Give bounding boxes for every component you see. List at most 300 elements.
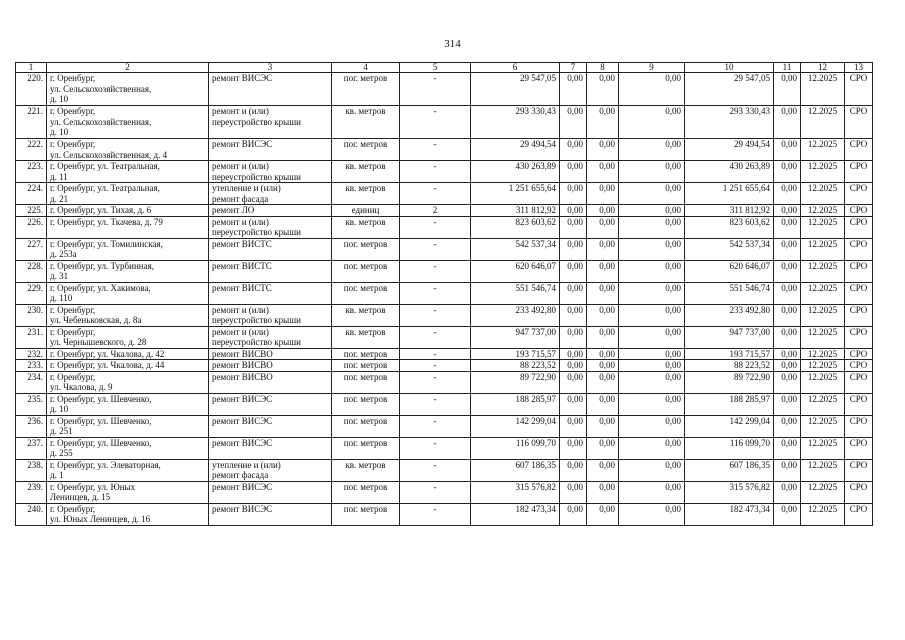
budget-cell: 0,00	[587, 371, 619, 393]
column-number-row	[16, 63, 873, 73]
quantity-cell: -	[400, 459, 471, 481]
fund-cell: 0,00	[560, 73, 587, 106]
total-cost-cell: 620 646,07	[471, 260, 560, 282]
address-cell: г. Оренбург, ул. Театральная, д. 21	[47, 183, 209, 205]
local-budget-cell: 0,00	[619, 205, 685, 217]
address-cell: г. Оренбург, ул. Чкалова, д. 42	[47, 348, 209, 360]
budget-cell: 0,00	[587, 348, 619, 360]
row-number: 238.	[16, 459, 47, 481]
owners-funds-cell: 542 537,34	[685, 238, 774, 260]
quantity-cell: -	[400, 326, 471, 348]
table-body	[16, 73, 873, 526]
fund-cell: 0,00	[560, 106, 587, 139]
local-budget-cell: 0,00	[619, 260, 685, 282]
owners-funds-cell: 116 099,70	[685, 437, 774, 459]
quantity-cell: -	[400, 139, 471, 161]
fund-cell: 0,00	[560, 139, 587, 161]
work-type-cell: ремонт ВИСЭС	[209, 503, 332, 525]
work-type-cell: ремонт и (или) переустройство крыши	[209, 106, 332, 139]
budget-cell: 0,00	[587, 216, 619, 238]
total-cost-cell: 88 223,52	[471, 360, 560, 372]
address-cell: г. Оренбург, ул. Турбинная, д. 31	[47, 260, 209, 282]
total-cost-cell: 311 812,92	[471, 205, 560, 217]
quantity-cell: -	[400, 437, 471, 459]
total-cost-cell: 29 494,54	[471, 139, 560, 161]
other-funds-cell: 0,00	[774, 371, 801, 393]
row-number: 229.	[16, 282, 47, 304]
other-funds-cell: 0,00	[774, 393, 801, 415]
local-budget-cell: 0,00	[619, 282, 685, 304]
budget-cell: 0,00	[587, 139, 619, 161]
deadline-cell: 12.2025	[801, 260, 845, 282]
owners-funds-cell: 182 473,34	[685, 503, 774, 525]
table-row	[16, 205, 873, 217]
other-funds-cell: 0,00	[774, 282, 801, 304]
local-budget-cell: 0,00	[619, 73, 685, 106]
budget-cell: 0,00	[587, 415, 619, 437]
unit-cell: единиц	[332, 205, 400, 217]
total-cost-cell: 430 263,89	[471, 161, 560, 183]
table-row	[16, 161, 873, 183]
budget-cell: 0,00	[587, 304, 619, 326]
quantity-cell: -	[400, 371, 471, 393]
owners-funds-cell: 233 492,80	[685, 304, 774, 326]
budget-cell: 0,00	[587, 238, 619, 260]
owners-funds-cell: 29 494,54	[685, 139, 774, 161]
row-number: 227.	[16, 238, 47, 260]
total-cost-cell: 29 547,05	[471, 73, 560, 106]
unit-cell: кв. метров	[332, 304, 400, 326]
budget-cell: 0,00	[587, 481, 619, 503]
work-type-cell: ремонт ВИСЭС	[209, 437, 332, 459]
deadline-cell: 12.2025	[801, 371, 845, 393]
work-type-cell: ремонт ВИСТС	[209, 238, 332, 260]
repair-register-table	[15, 62, 873, 526]
table-row	[16, 282, 873, 304]
method-cell: СРО	[845, 326, 873, 348]
row-number: 232.	[16, 348, 47, 360]
owners-funds-cell: 29 547,05	[685, 73, 774, 106]
work-type-cell: ремонт и (или) переустройство крыши	[209, 304, 332, 326]
method-cell: СРО	[845, 393, 873, 415]
row-number: 225.	[16, 205, 47, 217]
column-header-8: 8	[587, 63, 619, 73]
table-row	[16, 260, 873, 282]
method-cell: СРО	[845, 205, 873, 217]
unit-cell: пог. метров	[332, 348, 400, 360]
owners-funds-cell: 551 546,74	[685, 282, 774, 304]
fund-cell: 0,00	[560, 360, 587, 372]
other-funds-cell: 0,00	[774, 216, 801, 238]
quantity-cell: -	[400, 282, 471, 304]
address-cell: г. Оренбург, ул. Шевченко, д. 251	[47, 415, 209, 437]
method-cell: СРО	[845, 282, 873, 304]
table-row	[16, 371, 873, 393]
unit-cell: кв. метров	[332, 161, 400, 183]
deadline-cell: 12.2025	[801, 73, 845, 106]
quantity-cell: -	[400, 393, 471, 415]
deadline-cell: 12.2025	[801, 205, 845, 217]
method-cell: СРО	[845, 348, 873, 360]
method-cell: СРО	[845, 459, 873, 481]
other-funds-cell: 0,00	[774, 437, 801, 459]
table-row	[16, 481, 873, 503]
row-number: 233.	[16, 360, 47, 372]
fund-cell: 0,00	[560, 393, 587, 415]
total-cost-cell: 551 546,74	[471, 282, 560, 304]
method-cell: СРО	[845, 260, 873, 282]
owners-funds-cell: 293 330,43	[685, 106, 774, 139]
unit-cell: пог. метров	[332, 503, 400, 525]
work-type-cell: ремонт и (или) переустройство крыши	[209, 161, 332, 183]
row-number: 223.	[16, 161, 47, 183]
budget-cell: 0,00	[587, 437, 619, 459]
budget-cell: 0,00	[587, 106, 619, 139]
column-header-6: 6	[471, 63, 560, 73]
page-number: 314	[444, 38, 461, 50]
method-cell: СРО	[845, 360, 873, 372]
local-budget-cell: 0,00	[619, 415, 685, 437]
budget-cell: 0,00	[587, 161, 619, 183]
budget-cell: 0,00	[587, 205, 619, 217]
local-budget-cell: 0,00	[619, 216, 685, 238]
unit-cell: пог. метров	[332, 415, 400, 437]
fund-cell: 0,00	[560, 437, 587, 459]
total-cost-cell: 233 492,80	[471, 304, 560, 326]
quantity-cell: -	[400, 304, 471, 326]
owners-funds-cell: 88 223,52	[685, 360, 774, 372]
deadline-cell: 12.2025	[801, 282, 845, 304]
unit-cell: пог. метров	[332, 481, 400, 503]
total-cost-cell: 293 330,43	[471, 106, 560, 139]
owners-funds-cell: 823 603,62	[685, 216, 774, 238]
total-cost-cell: 142 299,04	[471, 415, 560, 437]
column-header-1: 1	[16, 63, 47, 73]
address-cell: г. Оренбург, ул. Элеваторная, д. 1	[47, 459, 209, 481]
quantity-cell: -	[400, 73, 471, 106]
column-header-5: 5	[400, 63, 471, 73]
unit-cell: пог. метров	[332, 282, 400, 304]
total-cost-cell: 542 537,34	[471, 238, 560, 260]
method-cell: СРО	[845, 161, 873, 183]
owners-funds-cell: 315 576,82	[685, 481, 774, 503]
unit-cell: пог. метров	[332, 139, 400, 161]
fund-cell: 0,00	[560, 415, 587, 437]
total-cost-cell: 947 737,00	[471, 326, 560, 348]
address-cell: г. Оренбург, ул. Сельскохозяйственная, д. 10	[47, 73, 209, 106]
table-row	[16, 503, 873, 525]
deadline-cell: 12.2025	[801, 437, 845, 459]
budget-cell: 0,00	[587, 326, 619, 348]
work-type-cell: ремонт ВИСВО	[209, 348, 332, 360]
other-funds-cell: 0,00	[774, 360, 801, 372]
work-type-cell: ремонт ВИСЭС	[209, 139, 332, 161]
deadline-cell: 12.2025	[801, 393, 845, 415]
table-row	[16, 437, 873, 459]
work-type-cell: ремонт и (или) переустройство крыши	[209, 326, 332, 348]
unit-cell: кв. метров	[332, 459, 400, 481]
other-funds-cell: 0,00	[774, 205, 801, 217]
table-row	[16, 360, 873, 372]
work-type-cell: утепление и (или) ремонт фасада	[209, 183, 332, 205]
other-funds-cell: 0,00	[774, 238, 801, 260]
deadline-cell: 12.2025	[801, 106, 845, 139]
fund-cell: 0,00	[560, 183, 587, 205]
address-cell: г. Оренбург, ул. Сельскохозяйственная, д. 10	[47, 106, 209, 139]
owners-funds-cell: 311 812,92	[685, 205, 774, 217]
budget-cell: 0,00	[587, 393, 619, 415]
address-cell: г. Оренбург, ул. Чебеньковская, д. 8а	[47, 304, 209, 326]
table-row	[16, 393, 873, 415]
column-header-10: 10	[685, 63, 774, 73]
other-funds-cell: 0,00	[774, 503, 801, 525]
method-cell: СРО	[845, 415, 873, 437]
quantity-cell: 2	[400, 205, 471, 217]
unit-cell: пог. метров	[332, 260, 400, 282]
unit-cell: кв. метров	[332, 326, 400, 348]
table-row	[16, 304, 873, 326]
work-type-cell: ремонт ВИСТС	[209, 282, 332, 304]
other-funds-cell: 0,00	[774, 260, 801, 282]
row-number: 224.	[16, 183, 47, 205]
owners-funds-cell: 947 737,00	[685, 326, 774, 348]
local-budget-cell: 0,00	[619, 304, 685, 326]
row-number: 222.	[16, 139, 47, 161]
fund-cell: 0,00	[560, 503, 587, 525]
address-cell: г. Оренбург, ул. Чернышевского, д. 28	[47, 326, 209, 348]
quantity-cell: -	[400, 415, 471, 437]
budget-cell: 0,00	[587, 360, 619, 372]
row-number: 230.	[16, 304, 47, 326]
deadline-cell: 12.2025	[801, 360, 845, 372]
work-type-cell: ремонт ВИСВО	[209, 371, 332, 393]
address-cell: г. Оренбург, ул. Юных Ленинцев, д. 16	[47, 503, 209, 525]
table-row	[16, 415, 873, 437]
unit-cell: пог. метров	[332, 73, 400, 106]
local-budget-cell: 0,00	[619, 139, 685, 161]
other-funds-cell: 0,00	[774, 183, 801, 205]
local-budget-cell: 0,00	[619, 360, 685, 372]
local-budget-cell: 0,00	[619, 161, 685, 183]
quantity-cell: -	[400, 161, 471, 183]
other-funds-cell: 0,00	[774, 415, 801, 437]
total-cost-cell: 823 603,62	[471, 216, 560, 238]
address-cell: г. Оренбург, ул. Чкалова, д. 44	[47, 360, 209, 372]
column-header-9: 9	[619, 63, 685, 73]
other-funds-cell: 0,00	[774, 106, 801, 139]
fund-cell: 0,00	[560, 371, 587, 393]
method-cell: СРО	[845, 503, 873, 525]
quantity-cell: -	[400, 260, 471, 282]
local-budget-cell: 0,00	[619, 393, 685, 415]
other-funds-cell: 0,00	[774, 459, 801, 481]
deadline-cell: 12.2025	[801, 183, 845, 205]
budget-cell: 0,00	[587, 503, 619, 525]
local-budget-cell: 0,00	[619, 183, 685, 205]
unit-cell: пог. метров	[332, 238, 400, 260]
method-cell: СРО	[845, 481, 873, 503]
owners-funds-cell: 89 722,90	[685, 371, 774, 393]
total-cost-cell: 315 576,82	[471, 481, 560, 503]
quantity-cell: -	[400, 183, 471, 205]
quantity-cell: -	[400, 481, 471, 503]
table-row	[16, 183, 873, 205]
row-number: 220.	[16, 73, 47, 106]
row-number: 226.	[16, 216, 47, 238]
local-budget-cell: 0,00	[619, 481, 685, 503]
address-cell: г. Оренбург, ул. Томилинская, д. 253а	[47, 238, 209, 260]
local-budget-cell: 0,00	[619, 238, 685, 260]
deadline-cell: 12.2025	[801, 216, 845, 238]
quantity-cell: -	[400, 503, 471, 525]
fund-cell: 0,00	[560, 459, 587, 481]
budget-cell: 0,00	[587, 73, 619, 106]
work-type-cell: ремонт ВИСЭС	[209, 481, 332, 503]
total-cost-cell: 182 473,34	[471, 503, 560, 525]
row-number: 239.	[16, 481, 47, 503]
deadline-cell: 12.2025	[801, 139, 845, 161]
owners-funds-cell: 188 285,97	[685, 393, 774, 415]
method-cell: СРО	[845, 304, 873, 326]
deadline-cell: 12.2025	[801, 415, 845, 437]
row-number: 236.	[16, 415, 47, 437]
total-cost-cell: 193 715,57	[471, 348, 560, 360]
fund-cell: 0,00	[560, 161, 587, 183]
quantity-cell: -	[400, 106, 471, 139]
fund-cell: 0,00	[560, 348, 587, 360]
unit-cell: пог. метров	[332, 437, 400, 459]
method-cell: СРО	[845, 437, 873, 459]
total-cost-cell: 188 285,97	[471, 393, 560, 415]
budget-cell: 0,00	[587, 183, 619, 205]
address-cell: г. Оренбург, ул. Юных Ленинцев, д. 15	[47, 481, 209, 503]
table-row	[16, 106, 873, 139]
deadline-cell: 12.2025	[801, 481, 845, 503]
fund-cell: 0,00	[560, 238, 587, 260]
quantity-cell: -	[400, 348, 471, 360]
owners-funds-cell: 430 263,89	[685, 161, 774, 183]
address-cell: г. Оренбург, ул. Шевченко, д. 10	[47, 393, 209, 415]
fund-cell: 0,00	[560, 260, 587, 282]
local-budget-cell: 0,00	[619, 437, 685, 459]
row-number: 221.	[16, 106, 47, 139]
owners-funds-cell: 620 646,07	[685, 260, 774, 282]
fund-cell: 0,00	[560, 481, 587, 503]
address-cell: г. Оренбург, ул. Шевченко, д. 255	[47, 437, 209, 459]
work-type-cell: ремонт ВИСВО	[209, 360, 332, 372]
column-header-13: 13	[845, 63, 873, 73]
budget-cell: 0,00	[587, 260, 619, 282]
table-row	[16, 459, 873, 481]
row-number: 237.	[16, 437, 47, 459]
deadline-cell: 12.2025	[801, 348, 845, 360]
budget-cell: 0,00	[587, 459, 619, 481]
budget-cell: 0,00	[587, 282, 619, 304]
column-header-4: 4	[332, 63, 400, 73]
method-cell: СРО	[845, 73, 873, 106]
deadline-cell: 12.2025	[801, 304, 845, 326]
deadline-cell: 12.2025	[801, 238, 845, 260]
work-type-cell: утепление и (или) ремонт фасада	[209, 459, 332, 481]
unit-cell: кв. метров	[332, 106, 400, 139]
local-budget-cell: 0,00	[619, 459, 685, 481]
owners-funds-cell: 193 715,57	[685, 348, 774, 360]
deadline-cell: 12.2025	[801, 161, 845, 183]
total-cost-cell: 1 251 655,64	[471, 183, 560, 205]
total-cost-cell: 89 722,90	[471, 371, 560, 393]
address-cell: г. Оренбург, ул. Сельскохозяйственная, д. 4	[47, 139, 209, 161]
owners-funds-cell: 1 251 655,64	[685, 183, 774, 205]
table-row	[16, 326, 873, 348]
method-cell: СРО	[845, 371, 873, 393]
quantity-cell: -	[400, 238, 471, 260]
work-type-cell: ремонт и (или) переустройство крыши	[209, 216, 332, 238]
fund-cell: 0,00	[560, 282, 587, 304]
table-row	[16, 139, 873, 161]
method-cell: СРО	[845, 106, 873, 139]
other-funds-cell: 0,00	[774, 326, 801, 348]
unit-cell: кв. метров	[332, 183, 400, 205]
address-cell: г. Оренбург, ул. Хакимова, д. 110	[47, 282, 209, 304]
deadline-cell: 12.2025	[801, 503, 845, 525]
other-funds-cell: 0,00	[774, 481, 801, 503]
row-number: 228.	[16, 260, 47, 282]
work-type-cell: ремонт ВИСЭС	[209, 73, 332, 106]
table-row	[16, 73, 873, 106]
other-funds-cell: 0,00	[774, 139, 801, 161]
work-type-cell: ремонт ВИСТС	[209, 260, 332, 282]
method-cell: СРО	[845, 216, 873, 238]
owners-funds-cell: 142 299,04	[685, 415, 774, 437]
work-type-cell: ремонт ЛО	[209, 205, 332, 217]
unit-cell: пог. метров	[332, 371, 400, 393]
other-funds-cell: 0,00	[774, 161, 801, 183]
quantity-cell: -	[400, 360, 471, 372]
unit-cell: кв. метров	[332, 216, 400, 238]
column-header-12: 12	[801, 63, 845, 73]
deadline-cell: 12.2025	[801, 459, 845, 481]
total-cost-cell: 116 099,70	[471, 437, 560, 459]
other-funds-cell: 0,00	[774, 73, 801, 106]
row-number: 231.	[16, 326, 47, 348]
fund-cell: 0,00	[560, 216, 587, 238]
row-number: 240.	[16, 503, 47, 525]
row-number: 234.	[16, 371, 47, 393]
fund-cell: 0,00	[560, 205, 587, 217]
fund-cell: 0,00	[560, 326, 587, 348]
local-budget-cell: 0,00	[619, 503, 685, 525]
local-budget-cell: 0,00	[619, 326, 685, 348]
table-row	[16, 348, 873, 360]
local-budget-cell: 0,00	[619, 106, 685, 139]
column-header-3: 3	[209, 63, 332, 73]
local-budget-cell: 0,00	[619, 348, 685, 360]
address-cell: г. Оренбург, ул. Театральная, д. 11	[47, 161, 209, 183]
unit-cell: пог. метров	[332, 360, 400, 372]
column-header-2: 2	[47, 63, 209, 73]
method-cell: СРО	[845, 183, 873, 205]
unit-cell: пог. метров	[332, 393, 400, 415]
other-funds-cell: 0,00	[774, 304, 801, 326]
quantity-cell: -	[400, 216, 471, 238]
owners-funds-cell: 607 186,35	[685, 459, 774, 481]
fund-cell: 0,00	[560, 304, 587, 326]
address-cell: г. Оренбург, ул. Ткачева, д. 79	[47, 216, 209, 238]
column-header-7: 7	[560, 63, 587, 73]
method-cell: СРО	[845, 238, 873, 260]
table-row	[16, 238, 873, 260]
column-header-11: 11	[774, 63, 801, 73]
